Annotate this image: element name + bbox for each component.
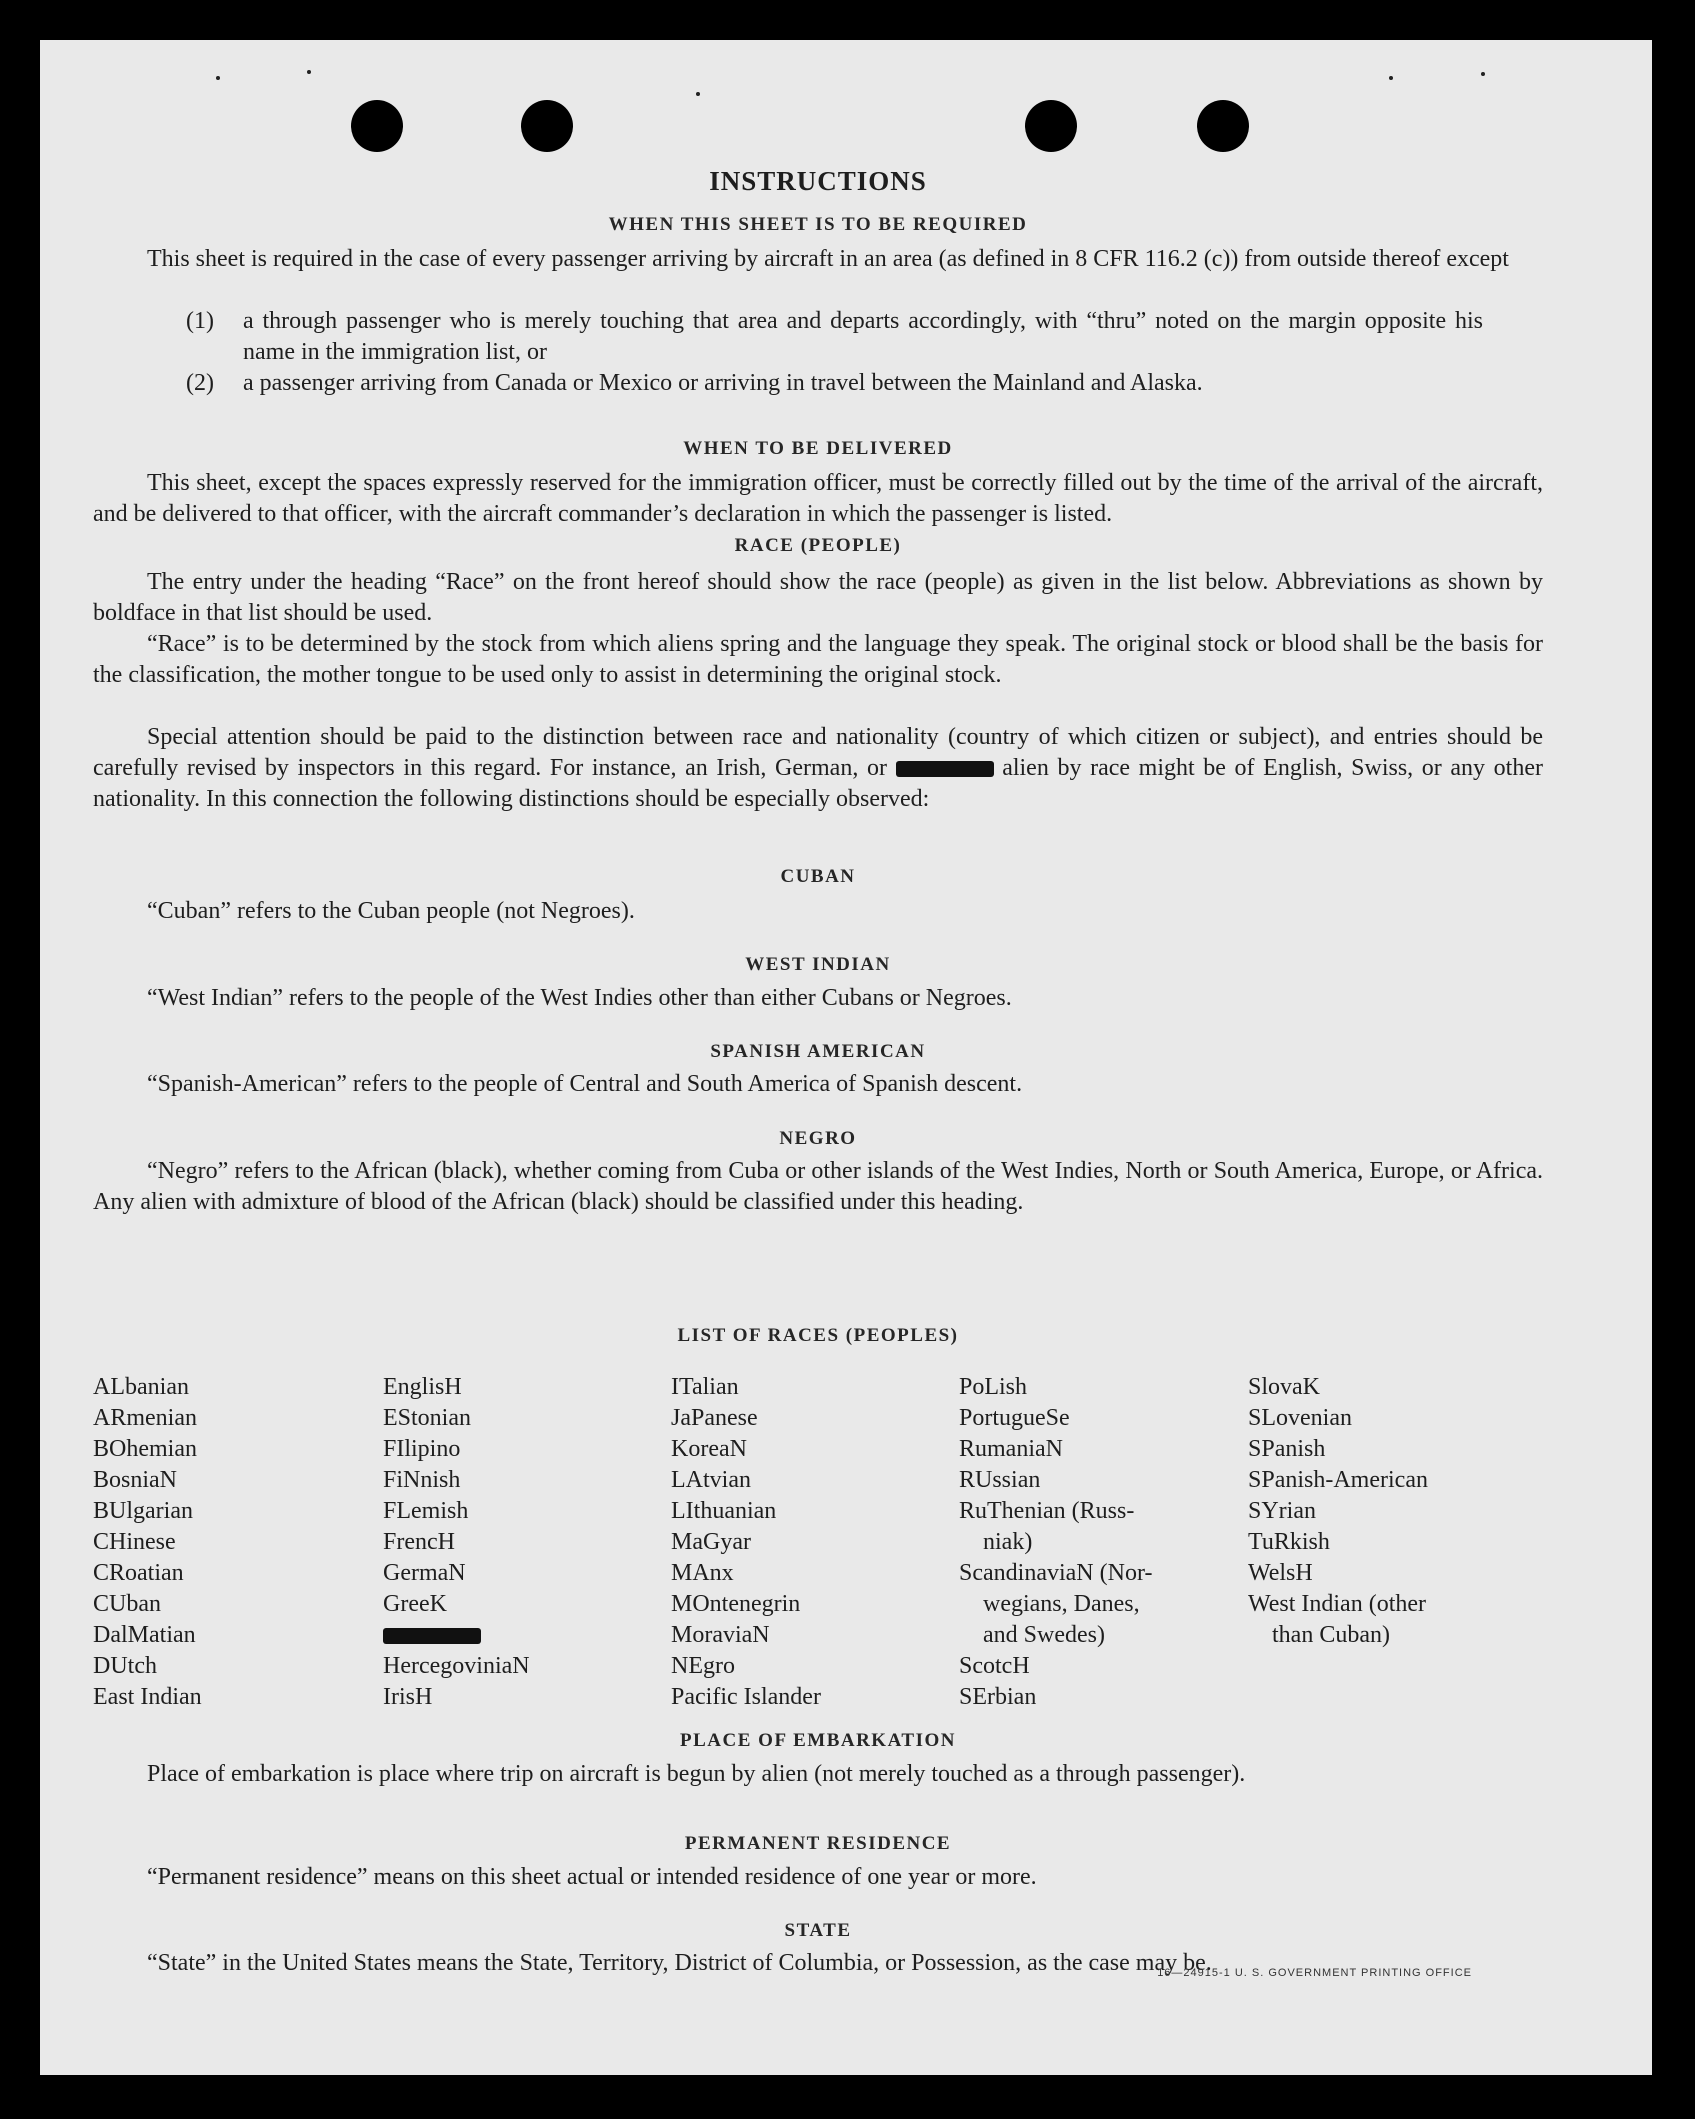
- race-item: GreeK: [383, 1591, 447, 1617]
- race-item: ALbanian: [93, 1374, 189, 1400]
- exception-item-2: [186, 368, 1483, 399]
- speck: [307, 70, 311, 74]
- redaction-mark: [383, 1628, 481, 1644]
- race-item: KoreaN: [671, 1436, 747, 1462]
- state-text: “State” in the United States means the State, Territory, District of Columbia, or Possession, as the case may be.: [147, 1950, 1212, 1976]
- cuban-text: “Cuban” refers to the Cuban people (not Negroes).: [147, 898, 635, 924]
- race-item: HercegoviniaN: [383, 1653, 530, 1679]
- race-item: BosniaN: [93, 1467, 177, 1493]
- race-item: DalMatian: [93, 1622, 196, 1648]
- section-heading-west-indian: WEST INDIAN: [745, 954, 891, 975]
- race-item: JaPanese: [671, 1405, 758, 1431]
- race-item: ScotcH: [959, 1653, 1030, 1679]
- exception-text: a through passenger who is merely touching that area and departs accordingly, with “thru” noted on the margin opposite his name in the immigration list, or: [243, 308, 1483, 365]
- race-item: BUlgarian: [93, 1498, 193, 1524]
- embarkation-text: Place of embarkation is place where trip on aircraft is begun by alien (not merely touched as a through passenger).: [147, 1761, 1246, 1787]
- race-item: PoLish: [959, 1374, 1028, 1400]
- race-paragraph-3-text: Special attention should be paid to the distinction between race and nationality (country of which citizen or subject), and entries should be carefully revised by inspectors in this regard. For instance, an Irish, German, or: [93, 724, 1543, 781]
- race-item: IrisH: [383, 1684, 433, 1710]
- race-item: SPanish: [1248, 1436, 1326, 1462]
- race-item-continued: and Swedes): [983, 1622, 1105, 1648]
- race-item: MaGyar: [671, 1529, 751, 1555]
- punch-hole-2: [521, 100, 573, 152]
- race-item: MAnx: [671, 1560, 734, 1586]
- race-item: LAtvian: [671, 1467, 751, 1493]
- redaction-mark: [896, 761, 994, 777]
- race-item: FiNnish: [383, 1467, 461, 1493]
- section-heading-embarkation: PLACE OF EMBARKATION: [680, 1730, 956, 1751]
- race-item: MoraviaN: [671, 1622, 770, 1648]
- race-item: SLovenian: [1248, 1405, 1352, 1431]
- section-heading-race: RACE (PEOPLE): [734, 535, 902, 556]
- race-item: SlovaK: [1248, 1374, 1320, 1400]
- race-item-continued: wegians, Danes,: [983, 1591, 1140, 1617]
- race-item: SYrian: [1248, 1498, 1316, 1524]
- residence-text: “Permanent residence” means on this sheet actual or intended residence of one year or more.: [147, 1864, 1037, 1890]
- race-item-redacted: [383, 1620, 530, 1651]
- exception-number: (1): [186, 308, 214, 334]
- section-heading-required: WHEN THIS SHEET IS TO BE REQUIRED: [608, 214, 1028, 235]
- race-item: SErbian: [959, 1684, 1037, 1710]
- printing-office-imprint: 16—24915-1 U. S. GOVERNMENT PRINTING OFFICE: [1157, 1967, 1472, 1979]
- race-item: CHinese: [93, 1529, 176, 1555]
- race-item: CUban: [93, 1591, 161, 1617]
- instruction-sheet: [40, 40, 1652, 2075]
- race-item: PortugueSe: [959, 1405, 1070, 1431]
- race-item: DUtch: [93, 1653, 157, 1679]
- race-paragraph-3-continued: alien by race might be of English, Swiss, or any other nationality. In this connection the following distinctions should be especially observed:: [93, 755, 1543, 812]
- race-column-3: [671, 1372, 821, 1713]
- race-item: EnglisH: [383, 1374, 462, 1400]
- section-heading-state: STATE: [784, 1920, 852, 1941]
- speck: [1389, 76, 1393, 80]
- race-item: ARmenian: [93, 1405, 197, 1431]
- race-item: SPanish-American: [1248, 1467, 1428, 1493]
- race-column-2: [383, 1372, 530, 1713]
- section-heading-list-of-races: LIST OF RACES (PEOPLES): [677, 1325, 959, 1346]
- race-item: EStonian: [383, 1405, 471, 1431]
- speck: [1481, 72, 1485, 76]
- race-item: East Indian: [93, 1684, 202, 1710]
- punch-hole-3: [1025, 100, 1077, 152]
- race-item: CRoatian: [93, 1560, 184, 1586]
- race-item: RuThenian (Russ-: [959, 1498, 1135, 1524]
- race-item: LIthuanian: [671, 1498, 777, 1524]
- exception-number: (2): [186, 370, 214, 396]
- race-item: BOhemian: [93, 1436, 197, 1462]
- race-paragraph-1: The entry under the heading “Race” on the front hereof should show the race (people) as given in the list below. Abbreviations as shown by boldface in that list should be used.: [93, 569, 1543, 626]
- section-heading-cuban: CUBAN: [780, 866, 856, 887]
- race-item: WelsH: [1248, 1560, 1313, 1586]
- race-item: Pacific Islander: [671, 1684, 821, 1710]
- race-item: GermaN: [383, 1560, 466, 1586]
- race-item: RUssian: [959, 1467, 1041, 1493]
- spanish-american-text: “Spanish-American” refers to the people of Central and South America of Spanish descent.: [147, 1071, 1023, 1097]
- punch-hole-1: [351, 100, 403, 152]
- required-intro: This sheet is required in the case of every passenger arriving by aircraft in an area (as defined in 8 CFR 116.2 (c)) from outside thereof except: [147, 246, 1509, 272]
- race-item: FrencH: [383, 1529, 455, 1555]
- section-heading-residence: PERMANENT RESIDENCE: [684, 1833, 952, 1854]
- delivered-text: This sheet, except the spaces expressly reserved for the immigration officer, must be correctly filled out by the time of the arrival of the aircraft, and be delivered to that officer, with the aircraft commander’s declaration in which the passenger is listed.: [93, 470, 1543, 527]
- negro-text: “Negro” refers to the African (black), whether coming from Cuba or other islands of the West Indies, North or South America, Europe, or Africa. Any alien with admixture of blood of the African (black) should be classified under this heading.: [93, 1158, 1543, 1215]
- section-heading-spanish-american: SPANISH AMERICAN: [710, 1041, 926, 1062]
- speck: [696, 92, 700, 96]
- exception-text: a passenger arriving from Canada or Mexico or arriving in travel between the Mainland and Alaska.: [243, 370, 1203, 396]
- race-paragraph-3: [93, 722, 1543, 815]
- race-item: TuRkish: [1248, 1529, 1330, 1555]
- section-heading-negro: NEGRO: [779, 1128, 857, 1149]
- race-column-5: [1248, 1372, 1428, 1651]
- race-item: FIlipino: [383, 1436, 461, 1462]
- page-title: INSTRUCTIONS: [709, 166, 927, 196]
- race-item: ITalian: [671, 1374, 739, 1400]
- race-item: RumaniaN: [959, 1436, 1063, 1462]
- race-item: MOntenegrin: [671, 1591, 801, 1617]
- race-column-4: [959, 1372, 1152, 1713]
- speck: [216, 76, 220, 80]
- race-paragraph-2: “Race” is to be determined by the stock from which aliens spring and the language they speak. The original stock or blood shall be the basis for the classification, the mother tongue to be used only to assist in determining the original stock.: [93, 631, 1543, 688]
- exception-item-1: [186, 306, 1483, 368]
- race-item: West Indian (other: [1248, 1591, 1427, 1617]
- race-column-1: [93, 1372, 202, 1713]
- race-item: ScandinaviaN (Nor-: [959, 1560, 1153, 1586]
- race-item-continued: than Cuban): [1272, 1622, 1390, 1648]
- section-heading-delivered: WHEN TO BE DELIVERED: [683, 438, 953, 459]
- race-item: FLemish: [383, 1498, 469, 1524]
- race-item: NEgro: [671, 1653, 735, 1679]
- punch-hole-4: [1197, 100, 1249, 152]
- west-indian-text: “West Indian” refers to the people of the West Indies other than either Cubans or Negroes.: [147, 985, 1012, 1011]
- race-item-continued: niak): [983, 1529, 1033, 1555]
